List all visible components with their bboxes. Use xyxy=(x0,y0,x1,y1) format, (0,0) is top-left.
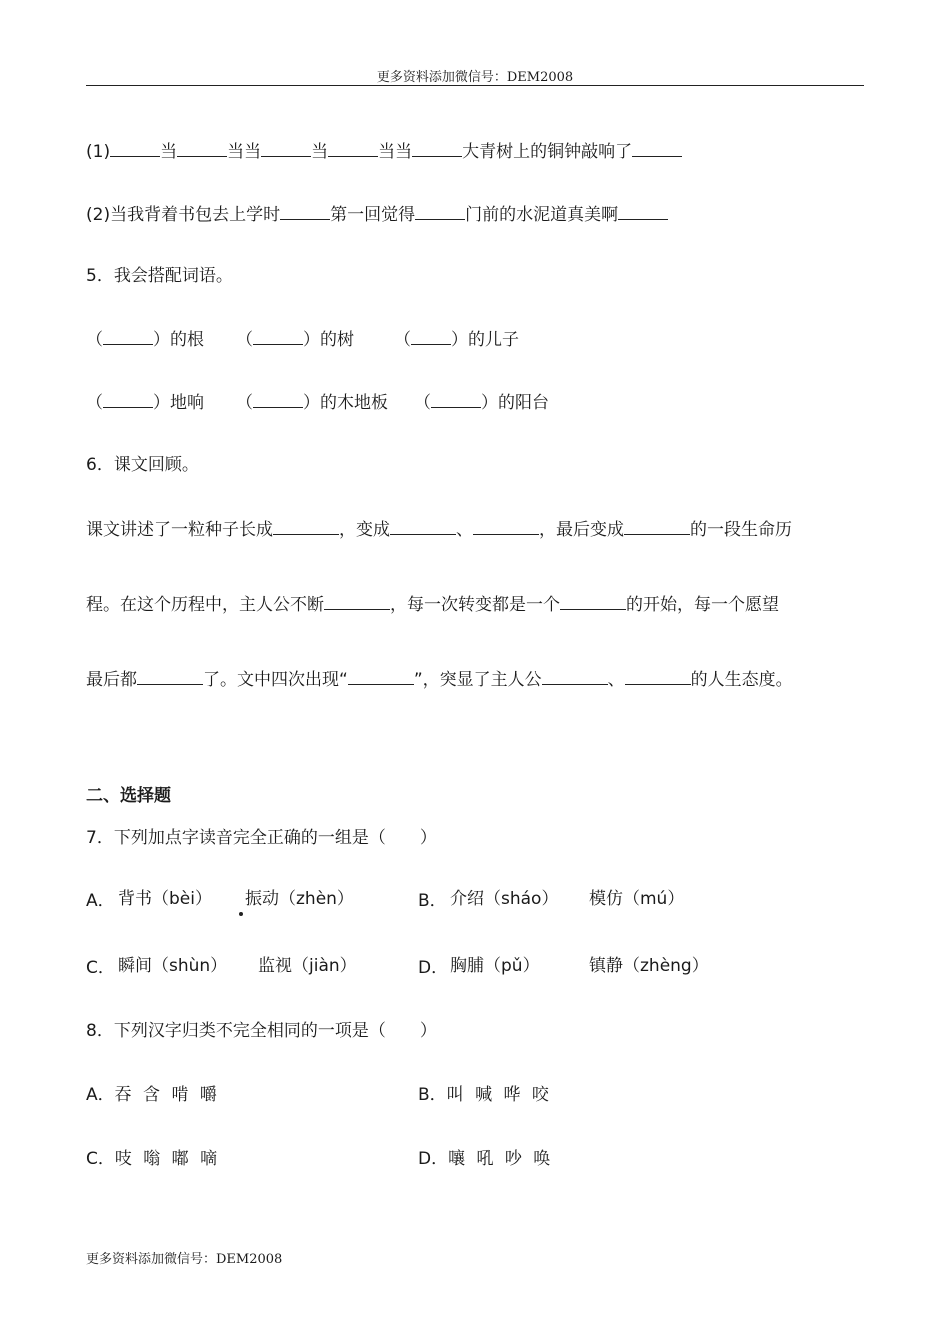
blank[interactable] xyxy=(411,328,451,345)
q7-option-d-word2: 镇静（zhèng） xyxy=(589,956,709,976)
blank[interactable] xyxy=(280,203,330,220)
q5-row2-item3: （ ）的阳台 xyxy=(414,393,549,413)
blank[interactable] xyxy=(473,518,539,535)
emphasis-dot xyxy=(239,912,243,916)
blank[interactable] xyxy=(324,593,390,610)
q7-option-c-word2: 监视（jiàn） xyxy=(258,956,357,976)
q7-option-d-label[interactable]: D． xyxy=(418,958,449,978)
q8-option-c[interactable]: C．吱 嗡 嘟 嘀 xyxy=(86,1149,221,1169)
blank[interactable] xyxy=(137,668,203,685)
blank[interactable] xyxy=(103,391,153,408)
q5-row2-item2: （ ）的木地板 xyxy=(236,393,388,413)
blank[interactable] xyxy=(625,668,691,685)
q7-option-c-label[interactable]: C． xyxy=(86,958,115,978)
blank[interactable] xyxy=(632,140,682,157)
q7-option-a-label[interactable]: A． xyxy=(86,891,115,911)
q5-title: 5．我会搭配词语。 xyxy=(86,266,233,286)
q4-line-2: (2)当我背着书包去上学时 第一回觉得 门前的水泥道真美啊 xyxy=(86,203,668,225)
blank[interactable] xyxy=(253,328,303,345)
q8-option-b[interactable]: B．叫 喊 哗 咬 xyxy=(418,1085,552,1105)
section-title: 二、选择题 xyxy=(86,786,171,806)
q5-row1-item2: （ ）的树 xyxy=(236,330,354,350)
blank[interactable] xyxy=(412,140,462,157)
blank[interactable] xyxy=(542,668,608,685)
blank[interactable] xyxy=(328,140,378,157)
blank[interactable] xyxy=(261,140,311,157)
q4-line-1: (1) 当 当当 当 当当 大青树上的铜钟敲响了 xyxy=(86,140,682,162)
q5-row1-item3: （ ）的儿子 xyxy=(394,330,519,350)
blank[interactable] xyxy=(624,518,690,535)
blank[interactable] xyxy=(348,668,414,685)
q6-line-2: 程。在这个历程中，主人公不断 ，每一次转变都是一个 的开始，每一个愿望 xyxy=(86,595,779,615)
q5-row2-item1: （ ）地响 xyxy=(86,393,204,413)
q8-stem: 8．下列汉字归类不完全相同的一项是（ ） xyxy=(86,1021,437,1041)
q6-line-3: 最后都 了。文中四次出现“ ”，突显了主人公 、 的人生态度。 xyxy=(86,670,793,690)
q6-title: 6．课文回顾。 xyxy=(86,455,199,475)
blank[interactable] xyxy=(253,391,303,408)
blank[interactable] xyxy=(177,140,227,157)
q7-option-a-word2: 振动（zhèn） xyxy=(245,889,354,909)
q8-option-d[interactable]: D．嚷 吼 吵 唤 xyxy=(418,1149,554,1169)
q7-option-a-word1: 背书（bèi） xyxy=(118,889,212,909)
page-footer: 更多资料添加微信号：DEM2008 xyxy=(86,1252,283,1267)
blank[interactable] xyxy=(110,140,160,157)
blank[interactable] xyxy=(618,203,668,220)
blank[interactable] xyxy=(103,328,153,345)
q7-option-c-word1: 瞬间（shùn） xyxy=(118,956,228,976)
q7-option-b-word1: 介绍（sháo） xyxy=(450,889,559,909)
header-rule xyxy=(86,85,864,86)
blank[interactable] xyxy=(273,518,339,535)
blank[interactable] xyxy=(390,518,456,535)
q6-line-1: 课文讲述了一粒种子长成 ，变成 、 ，最后变成 的一段生命历 xyxy=(86,520,792,540)
blank[interactable] xyxy=(431,391,481,408)
blank[interactable] xyxy=(415,203,465,220)
q7-option-d-word1: 胸脯（pǔ） xyxy=(450,956,540,976)
q7-option-b-word2: 模仿（mú） xyxy=(589,889,685,909)
blank[interactable] xyxy=(560,593,626,610)
page-header: 更多资料添加微信号：DEM2008 xyxy=(376,70,574,85)
q7-stem: 7．下列加点字读音完全正确的一组是（ ） xyxy=(86,828,437,848)
q7-option-b-label[interactable]: B． xyxy=(418,891,447,911)
q8-option-a[interactable]: A．吞 含 啃 嚼 xyxy=(86,1085,220,1105)
q5-row1-item1: （ ）的根 xyxy=(86,330,204,350)
